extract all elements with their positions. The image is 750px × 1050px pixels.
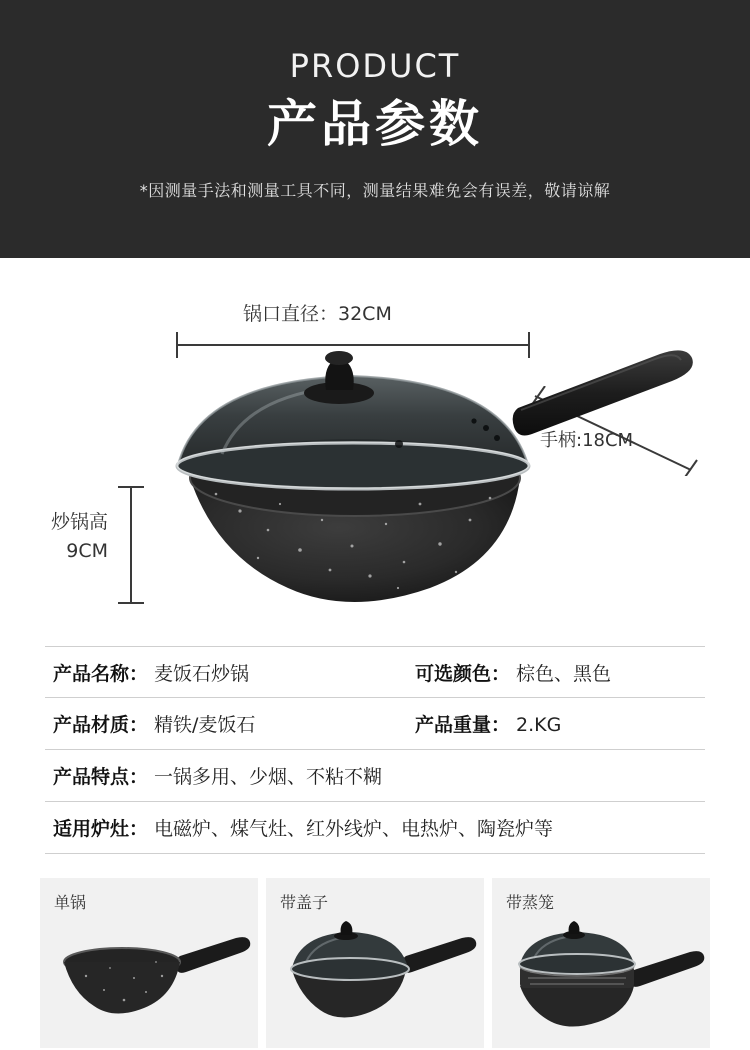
- pan-only-illustration: [40, 900, 258, 1048]
- spec-row: [45, 802, 705, 854]
- measurement-disclaimer: *因测量手法和测量工具不同，测量结果难免会有误差，敬请谅解: [139, 180, 611, 200]
- variant-label: 带盖子: [280, 893, 329, 912]
- handle-label: 手柄:18CM: [540, 430, 634, 451]
- pan-with-lid-illustration: [266, 900, 484, 1048]
- page-title-en: PRODUCT: [289, 47, 461, 85]
- spec-table: [45, 646, 705, 854]
- spec-key: 产品特点：: [53, 766, 149, 788]
- wok-glass-lid: [177, 351, 529, 489]
- spec-value: 电磁炉、煤气灶、红外线炉、电热炉、陶瓷炉等: [154, 818, 554, 840]
- spec-row: [45, 698, 705, 750]
- spec-cell-product-name: [45, 659, 375, 686]
- diameter-label: 锅口直径：32CM: [243, 303, 392, 325]
- variant-card-with-lid[interactable]: [266, 878, 484, 1048]
- spec-value: 一锅多用、少烟、不粘不糊: [154, 766, 383, 788]
- spec-key: 适用炉灶：: [53, 818, 149, 840]
- height-label-line2: 9CM: [66, 539, 108, 562]
- wok-handle: [513, 350, 693, 435]
- variant-label: 单锅: [54, 893, 87, 912]
- product-dimension-diagram: [0, 258, 750, 638]
- pan-with-steamer-illustration: [492, 900, 710, 1048]
- variant-label: 带蒸笼: [506, 893, 555, 912]
- spec-value: 精铁/麦饭石: [154, 714, 256, 736]
- spec-value: 2.KG: [516, 714, 562, 736]
- wok-with-lid-illustration: [0, 258, 750, 638]
- spec-value: 棕色、黑色: [516, 662, 612, 685]
- spec-cell-features: [45, 762, 705, 789]
- variant-card-pan-only[interactable]: [40, 878, 258, 1048]
- page-title-cn: 产品参数: [267, 95, 483, 154]
- spec-key: 产品名称：: [53, 662, 149, 685]
- page-header: [0, 0, 750, 258]
- spec-row: [45, 646, 705, 698]
- spec-cell-compatible-stoves: [45, 814, 705, 841]
- spec-key: 产品重量：: [415, 714, 511, 736]
- variant-card-with-steamer[interactable]: [492, 878, 710, 1048]
- variant-options: [40, 878, 710, 1048]
- spec-cell-colors: [375, 659, 705, 686]
- spec-key: 可选颜色：: [415, 662, 511, 685]
- spec-cell-material: [45, 710, 375, 737]
- spec-row: [45, 750, 705, 802]
- spec-key: 产品材质：: [53, 714, 149, 736]
- height-label-line1: 炒锅高: [50, 511, 108, 533]
- spec-cell-weight: [375, 710, 705, 737]
- spec-value: 麦饭石炒锅: [154, 662, 250, 685]
